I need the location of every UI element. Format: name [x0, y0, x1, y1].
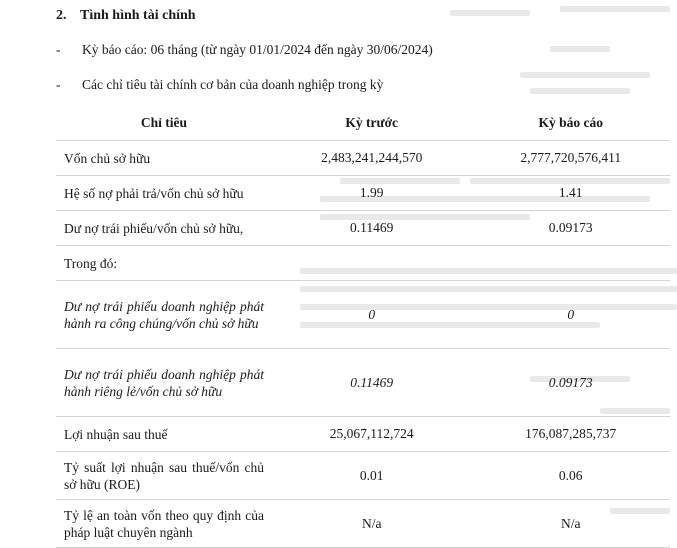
- table-row: [56, 176, 670, 211]
- bullet-dash: -: [56, 77, 61, 92]
- row-current-value: 0.09173: [471, 349, 670, 417]
- table-header-row: [56, 105, 670, 141]
- row-current-value: 1.41: [471, 176, 670, 211]
- row-prev-value: 25,067,112,724: [272, 417, 471, 452]
- row-prev-value: 0.11469: [272, 349, 471, 417]
- table-row: [56, 349, 670, 417]
- row-prev-value: N/a: [272, 500, 471, 548]
- financial-indicators-table: [56, 105, 670, 548]
- table-row: [56, 246, 670, 281]
- header-previous-period: Kỳ trước: [272, 105, 471, 141]
- table-row: [56, 141, 670, 176]
- section-title: Tình hình tài chính: [80, 8, 196, 23]
- row-label: Dư nợ trái phiếu doanh nghiệp phát hành ra công chúng/vốn chủ sở hữu: [56, 281, 272, 349]
- row-label: Dư nợ trái phiếu/vốn chủ sở hữu,: [56, 211, 272, 246]
- bullet-text: Kỳ báo cáo: 06 tháng (từ ngày 01/01/2024 đến ngày 30/06/2024): [82, 42, 433, 57]
- bullet-dash: -: [56, 42, 61, 57]
- row-current-value: 2,777,720,576,411: [471, 141, 670, 176]
- bullet-reporting-period: [56, 42, 433, 58]
- table-row: [56, 500, 670, 548]
- row-prev-value: 1.99: [272, 176, 471, 211]
- section-heading: [56, 8, 196, 24]
- bullet-indicators-intro: [56, 77, 383, 93]
- row-label: Tỷ lệ an toàn vốn theo quy định của pháp luật chuyên ngành: [56, 500, 272, 548]
- row-current-value: 0.09173: [471, 211, 670, 246]
- row-prev-value: 0: [272, 281, 471, 349]
- table-row: [56, 281, 670, 349]
- table-row: [56, 211, 670, 246]
- row-prev-value: [272, 246, 471, 281]
- row-prev-value: 2,483,241,244,570: [272, 141, 471, 176]
- row-current-value: [471, 246, 670, 281]
- row-label: Lợi nhuận sau thuế: [56, 417, 272, 452]
- row-label: Vốn chủ sở hữu: [56, 141, 272, 176]
- row-current-value: 0: [471, 281, 670, 349]
- row-label: Trong đó:: [56, 246, 272, 281]
- row-current-value: 176,087,285,737: [471, 417, 670, 452]
- bullet-text: Các chỉ tiêu tài chính cơ bản của doanh nghiệp trong kỳ: [82, 77, 384, 92]
- row-prev-value: 0.01: [272, 452, 471, 500]
- table-row: [56, 452, 670, 500]
- table-row: [56, 417, 670, 452]
- row-current-value: N/a: [471, 500, 670, 548]
- row-current-value: 0.06: [471, 452, 670, 500]
- row-label: Hệ số nợ phải trả/vốn chủ sở hữu: [56, 176, 272, 211]
- row-label: Dư nợ trái phiếu doanh nghiệp phát hành riêng lẻ/vốn chủ sở hữu: [56, 349, 272, 417]
- row-label: Tỷ suất lợi nhuận sau thuế/vốn chủ sở hữu (ROE): [56, 452, 272, 500]
- row-prev-value: 0.11469: [272, 211, 471, 246]
- section-number: 2.: [56, 8, 67, 23]
- header-reporting-period: Kỳ báo cáo: [471, 105, 670, 141]
- header-indicator: Chỉ tiêu: [56, 105, 272, 141]
